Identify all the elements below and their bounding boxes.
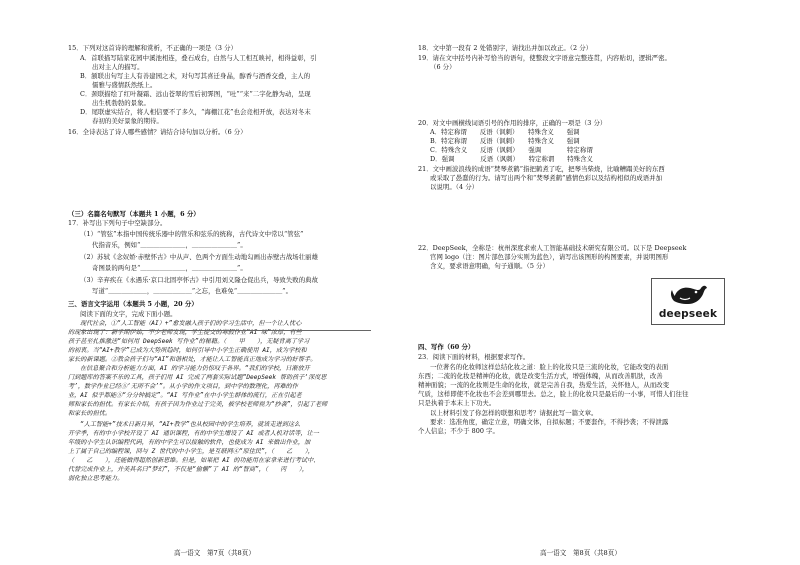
left-text-line: 16．全诗表达了诗人哪些感情？请结合诗句加以分析。（6 分） — [68, 128, 247, 136]
left-text-line: 出对主人的描写。 — [92, 63, 144, 71]
deepseek-wordmark: deepseek — [658, 308, 718, 320]
right-text-line: 气质，这样即使不化妆也不会差到哪里去。总之，脸上的化妆只是最后的一小事，可惜人们往往 — [418, 390, 689, 398]
right-text-line: D．强调 反语（讽刺） 特定称谓 特殊含义 — [430, 155, 593, 163]
right-text-line: 22．DeepSeek，全称是：杭州深度求索人工智能基础技术研究有限公司。以下是 Deepseek — [418, 244, 687, 252]
right-text-line: 一位著名的化妆师这样总结化妆之道：脸上的化妆只是三流的化妆，它能改变的表面 — [430, 363, 669, 371]
right-text-line: 以上材料引发了你怎样的联想和思考？请据此写一篇文章。 — [430, 409, 598, 417]
left-text-line: 写道“＿＿＿＿＿＿，＿＿＿＿＿＿”之忘，也难免“＿＿＿＿＿＿＿”。 — [92, 287, 293, 295]
right-text-line: C．特殊含义 反语（讽刺） 强调 特定称谓 — [430, 146, 593, 154]
right-text-line: 19．请在文中括号内补写恰当的语句，使整段文字语意完整连贯，内容贴切，逻辑严密。 — [418, 54, 671, 62]
left-text-line: （ 乙 ），还能做得超然创新思维。但是，如果把 AI 的功能用在家拿来进行考试中、 — [68, 457, 320, 464]
left-text-line: 在信息聚合和分析能力方面，AI 的学习能力仍惊叹于各界。“我们的学校，日渐放开 — [80, 365, 310, 372]
left-text-line: 春初的美好景象的期待。 — [92, 117, 163, 125]
left-text-line: 上了属于自己的编程课，回与 Z 世代的中小学生，是互联网④“原住民”，（ 乙 ）， — [68, 448, 314, 455]
left-text-line: 孩子甚至扎推激送“如何用 DeepSeek 写作业”的秘籍。（ 甲 ），无疑背离了学习 — [68, 338, 310, 345]
left-text-line: 家长的新课题。②教会孩子们与“AI”和谐相处，才能让人工智能真正地成为学习的好帮手。 — [68, 356, 317, 363]
right-text-line: 以说明。（4 分） — [430, 183, 479, 191]
left-text-line: A．首联描写陆家花园中溪池相连，叠石成台，白然与人工相互映衬，相得益彰，引 — [80, 54, 317, 62]
right-text-line: 要求：选准角度，确定立意，明确文体，自拟标题；不要套作，不得抄袭；不得泄露 — [430, 418, 669, 426]
left-page-footer: 高一语文 第7页（共8页） — [174, 549, 255, 557]
left-text-line: 17．补写出下列句子中空缺部分。 — [68, 219, 167, 227]
left-text-line: 门到题库的答案不乐的工具，孩子们用 AI 完成了两套实际试题“DeepSeek 帮助孩子‘深度思 — [68, 374, 327, 381]
right-text-line: 或采取了愚蠢的行为。请写出两个和“焚琴煮鹤”感情色彩以及结构相似的成语并加 — [430, 174, 663, 182]
left-text-line: 奇图景的两句是“＿＿＿＿＿＿＿，＿＿＿＿＿＿＿”。 — [92, 264, 247, 272]
left-text-line: 和家长的担忧。 — [68, 410, 112, 417]
left-text-line: 儒雅与盛情跃然纸上。 — [92, 81, 157, 89]
right-text-line: B．特定称谓 反语（讽刺） 特殊含义 强调 — [430, 137, 580, 145]
right-text-line: 18．文中第一段有 2 处错别字，请找出并加以改正。（2 分） — [418, 44, 593, 52]
left-text-line: （三）名篇名句默写（本题共 1 小题，6 分） — [68, 210, 200, 218]
left-text-line: （2）苏轼《念奴娇·赤壁怀古》中从声、色两个方面生动地勾画出赤壁古战场壮丽雄 — [80, 253, 319, 261]
left-text-line: 业，AI 似乎都能⑤“分分钟搞定”。“AI 写作业”在中小学生群体的流行，正在引起老 — [68, 392, 302, 399]
left-text-line: 出生机勃勃的景象。 — [92, 99, 150, 107]
right-text-line: 含义，要求语意明确，句子通顺。（5 分） — [430, 262, 549, 270]
right-text-line: A．特定称谓 反语（讽刺） 特殊含义 强调 — [430, 128, 580, 136]
right-text-line: 官网 logo（注：图片部色部分实则为蓝色），请写出该图形的构图要素，并说明图形 — [430, 253, 669, 261]
left-text-line: （3）辛弃疾在《永遇乐·京口北固亭怀古》中引用刘义隆仓促出兵，导致失败的典故 — [80, 276, 319, 284]
left-text-line: B．颔联出句写主人有善建园之术，对句写其喜迁身晶，醇香与酒香交叠，主人的 — [80, 72, 311, 80]
right-text-line: 四、写作（60 分） — [418, 343, 475, 351]
right-text-line: 东西；二流的化妆是精神的化妆，就是改变生活方式，增强体魄，从而改善肌肤，改善 — [418, 372, 663, 380]
right-text-line: 个人信息；不少于 800 字。 — [418, 427, 499, 435]
right-text-line: 20．对文中画横线词语引号的作用的排序，正确的一项是（3 分） — [418, 119, 607, 127]
right-text-line: 23．阅读下面的材料，根据要求写作。 — [418, 353, 530, 361]
left-text-line: 三、语言文字运用（本题共 5 小题，20 分） — [68, 300, 198, 308]
deepseek-logo-box — [651, 278, 725, 325]
right-page-footer: 高一语文 第8页（共8页） — [540, 549, 621, 557]
left-text-line: （1）“管弦”本指中国传统乐器中的管乐和弦乐的统称，古代诗文中常以“管弦” — [80, 230, 304, 238]
left-text-line: C．颈联描绘了红叶凝霜、远山苍翠的雪后初霁图，“吐”“来”二字化静为动，呈现 — [80, 90, 311, 98]
right-page — [400, 0, 800, 565]
left-text-line: 阅读下面的文字，完成下面小题。 — [80, 310, 177, 318]
left-text-line: 的现象出现了：新学期伊始，不少老师发现，学生提交的寒假作业“AI 味”浓厚，有些 — [68, 329, 302, 336]
left-text-line: 开学季，有的中小学校开设了 AI 通识课程，有的中学生增设了 AI 或者人机对话等，让一 — [68, 430, 319, 437]
left-text-line: 弱化独立思考能力。 — [68, 475, 124, 482]
left-text-line: 15．下列对这首诗的理解和赏析，不正确的一项是（3 分） — [68, 44, 238, 52]
left-text-line: 的初衷。当“AI+教学”已成为大势所趋时，如何引导中小学生正确使用 AI，成为学校和 — [68, 347, 307, 354]
right-text-line: 21．文中画波浪线的成语“焚琴煮鹤”指把鹤煮了吃，把琴当柴烧，比喻糟蹋美好的东西 — [418, 165, 665, 173]
left-text-line: 代指音乐，例如“＿＿＿＿＿＿＿，＿＿＿＿＿＿＿”。 — [92, 241, 247, 249]
left-text-line: 年级的小学生认识编程代码，有的中学生可以接触的软件，也使成为 AI 来做出作业，加 — [68, 439, 311, 446]
left-text-line: D．尾联虚实结合，将人相信要不了多久，“海棚江花”也会竞相开放，表达对冬末 — [80, 108, 311, 116]
whale-icon — [652, 279, 724, 309]
right-text-line: （6 分） — [430, 63, 456, 71]
left-text-line: 师和家长的担忧。有家长介绍，有孩子因为作业过于完美，被学校老师视为“抄袭”，引起了老师 — [68, 401, 328, 408]
reading-passage-rule — [81, 330, 371, 331]
right-text-line: 只是执着于本末上下功夫。 — [418, 399, 496, 407]
left-text-line: 代替完成作业上，并美其名曰“梦幻”，不仅是“偷懒”了 AI 的“智商”，（ 丙 ）， — [68, 466, 308, 473]
left-text-line: “人工智能+”技术日新月异，“AI+教学”也从校园中的学生培养，就该走进到这么 — [80, 421, 301, 428]
right-text-line: 精神面貌；一流的化妆则是生命的化妆，就是完善自我，热爱生活，关怀他人，从而改变 — [418, 381, 670, 389]
left-text-line: 现代社会，①“人工智能（AI）+”愈发融入孩子们的学习生活中，但一个让人忧心 — [80, 320, 302, 327]
left-text-line: 考’，数学作业已经⑤‘无所不会’”。从小学的作文项目，到中学的数理化，再难的作 — [68, 383, 298, 390]
